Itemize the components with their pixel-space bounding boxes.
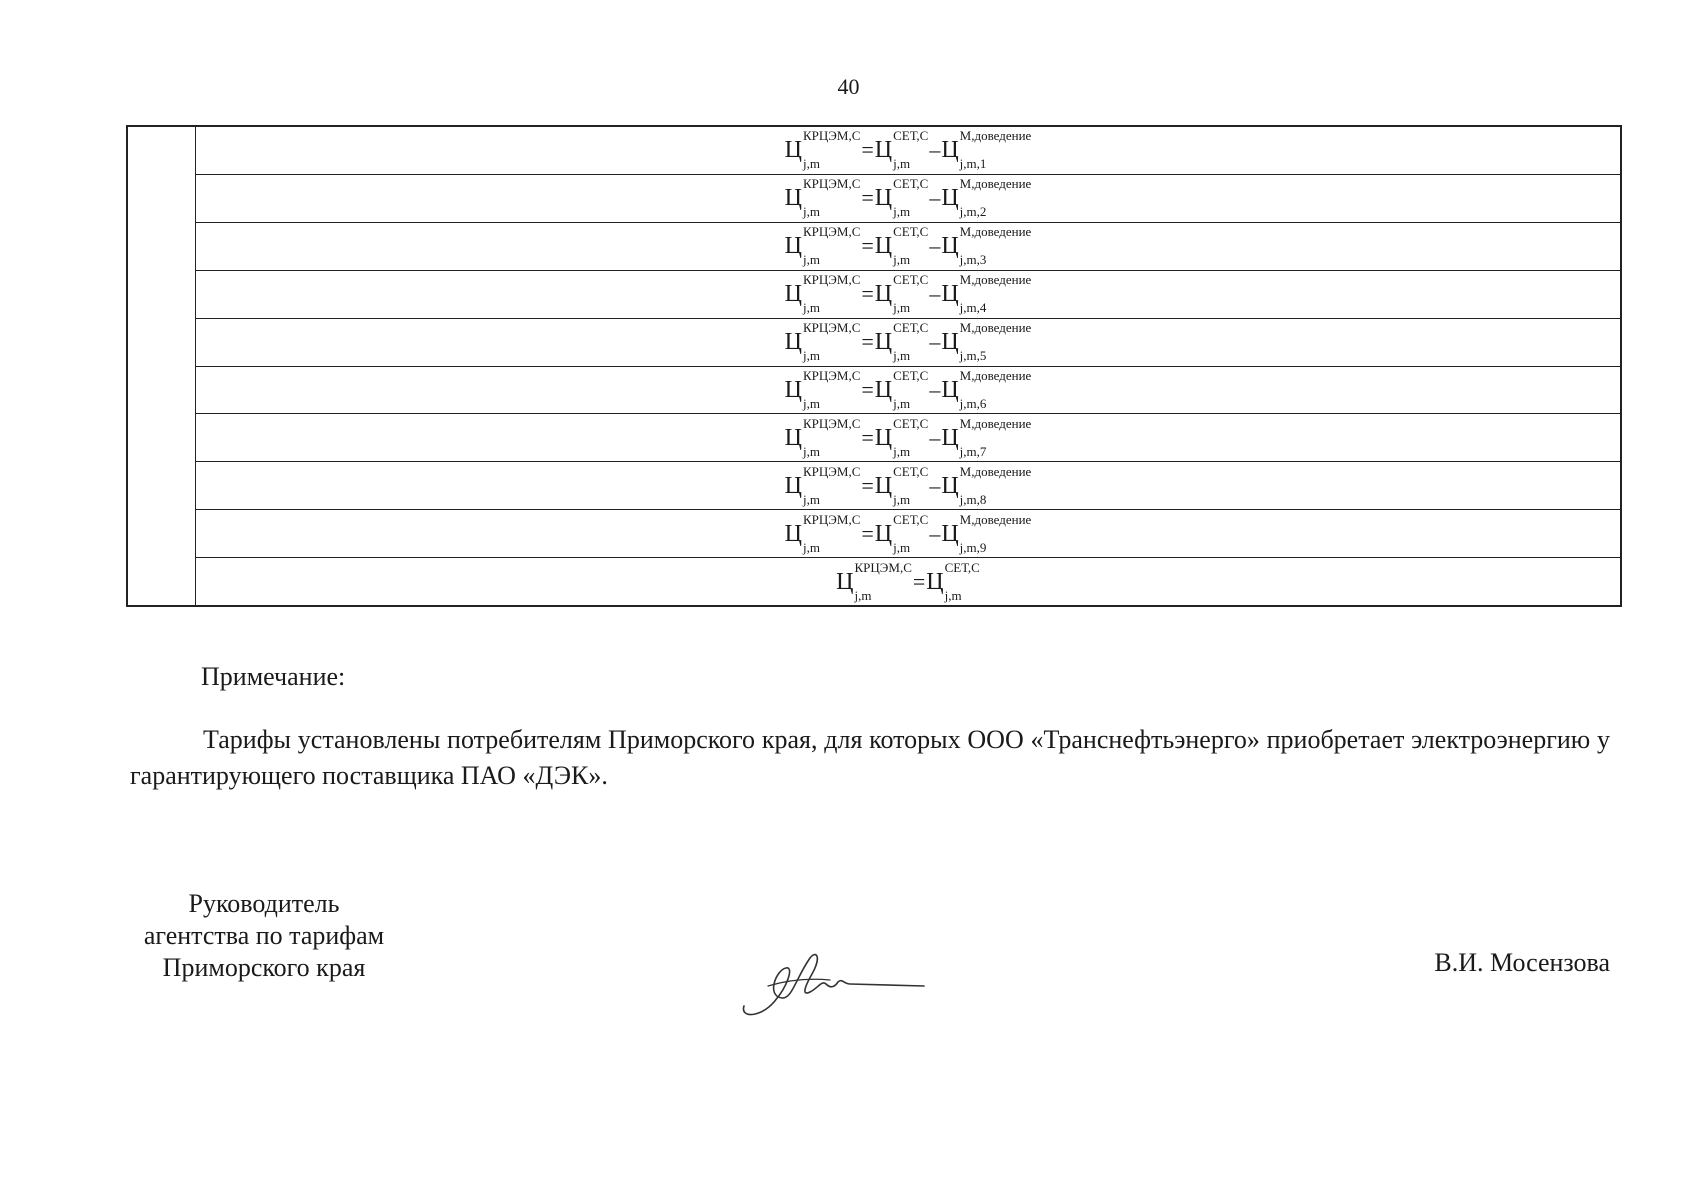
- term-superscript: М,доведение: [959, 367, 1032, 383]
- term-subscript: j,m,9: [959, 539, 987, 555]
- signature-block: [120, 888, 408, 984]
- formula: [784, 511, 1032, 555]
- term-symbol: Ц: [874, 137, 893, 164]
- table-row: [196, 319, 1620, 367]
- page-number: 40: [837, 74, 860, 99]
- term-symbol: Ц: [784, 281, 803, 308]
- term-superscript: СЕТ,С: [893, 224, 929, 240]
- price-term: [874, 176, 929, 220]
- term-symbol: Ц: [784, 424, 803, 451]
- table-left-column: [128, 127, 196, 605]
- term-symbol: Ц: [874, 424, 893, 451]
- term-symbol: Ц: [941, 233, 959, 260]
- table-row: [196, 223, 1620, 271]
- price-term: [784, 463, 861, 507]
- term-superscript: КРЦЭМ,С: [803, 367, 861, 383]
- price-term: [874, 272, 929, 316]
- term-superscript: М,доведение: [959, 415, 1032, 431]
- term-symbol: Ц: [941, 472, 959, 499]
- formula: [836, 559, 980, 603]
- term-subscript: j,m: [893, 156, 911, 172]
- equals-sign: =: [861, 233, 874, 259]
- term-subscript: j,m: [893, 395, 911, 411]
- equals-sign: =: [861, 376, 874, 402]
- term-superscript: М,доведение: [959, 511, 1032, 527]
- term-symbol: Ц: [941, 137, 959, 164]
- term-superscript: КРЦЭМ,С: [803, 415, 861, 431]
- price-term: [784, 367, 861, 411]
- term-subscript: j,m: [803, 539, 820, 555]
- term-symbol: Ц: [874, 281, 893, 308]
- formula: [784, 176, 1032, 220]
- equals-sign: =: [861, 329, 874, 355]
- term-superscript: СЕТ,С: [893, 415, 929, 431]
- term-superscript: КРЦЭМ,С: [803, 176, 861, 192]
- equals-sign: =: [912, 568, 926, 594]
- price-term: [941, 128, 1032, 172]
- term-superscript: СЕТ,С: [893, 511, 929, 527]
- formula: [784, 320, 1032, 364]
- table-rows: [196, 127, 1620, 605]
- term-superscript: М,доведение: [959, 128, 1032, 144]
- term-superscript: М,доведение: [959, 320, 1032, 336]
- price-term: [874, 367, 929, 411]
- term-superscript: СЕТ,С: [893, 128, 929, 144]
- term-superscript: СЕТ,С: [944, 559, 980, 575]
- term-subscript: j,m: [893, 204, 911, 220]
- term-superscript: КРЦЭМ,С: [803, 224, 861, 240]
- note-heading: Примечание:: [201, 662, 346, 691]
- equals-sign: =: [861, 424, 874, 450]
- signer-name: В.И. Мосензова: [1434, 948, 1610, 977]
- term-superscript: СЕТ,С: [893, 320, 929, 336]
- price-term: [784, 176, 861, 220]
- term-superscript: СЕТ,С: [893, 463, 929, 479]
- equals-sign: =: [861, 472, 874, 498]
- price-term: [941, 224, 1032, 268]
- minus-sign: –: [929, 424, 941, 450]
- term-superscript: СЕТ,С: [893, 367, 929, 383]
- term-symbol: Ц: [874, 520, 893, 547]
- formula: [784, 463, 1032, 507]
- term-superscript: КРЦЭМ,С: [803, 272, 861, 288]
- price-term: [784, 415, 861, 459]
- table-row: [196, 271, 1620, 319]
- minus-sign: –: [929, 472, 941, 498]
- table-row: [196, 175, 1620, 223]
- price-term: [784, 272, 861, 316]
- term-symbol: Ц: [874, 472, 893, 499]
- term-subscript: j,m,6: [959, 395, 987, 411]
- term-subscript: j,m,8: [959, 491, 987, 507]
- term-subscript: j,m: [803, 443, 820, 459]
- price-term: [874, 224, 929, 268]
- price-term: [784, 128, 861, 172]
- term-symbol: Ц: [784, 376, 803, 403]
- price-term: [874, 320, 929, 364]
- price-term: [874, 511, 929, 555]
- term-subscript: j,m,1: [959, 156, 987, 172]
- equals-sign: =: [861, 520, 874, 546]
- signer-title-line-2: агентства по тарифам: [143, 921, 385, 950]
- minus-sign: –: [929, 185, 941, 211]
- table-row: [196, 127, 1620, 175]
- price-term: [941, 320, 1032, 364]
- formula: [784, 415, 1032, 459]
- term-superscript: КРЦЭМ,С: [854, 559, 912, 575]
- term-symbol: Ц: [926, 568, 944, 595]
- term-subscript: j,m,5: [959, 348, 987, 364]
- price-term: [941, 415, 1032, 459]
- minus-sign: –: [929, 329, 941, 355]
- term-superscript: КРЦЭМ,С: [803, 511, 861, 527]
- price-term: [874, 415, 929, 459]
- price-term: [784, 224, 861, 268]
- price-term: [836, 559, 912, 603]
- term-subscript: j,m: [803, 156, 820, 172]
- table-row: [196, 414, 1620, 462]
- table-row: [196, 462, 1620, 510]
- term-superscript: СЕТ,С: [893, 176, 929, 192]
- formula: [784, 367, 1032, 411]
- term-symbol: Ц: [836, 568, 854, 595]
- term-symbol: Ц: [874, 376, 893, 403]
- term-superscript: КРЦЭМ,С: [803, 320, 861, 336]
- term-symbol: Ц: [784, 185, 803, 212]
- term-symbol: Ц: [874, 185, 893, 212]
- term-subscript: j,m: [893, 300, 911, 316]
- term-symbol: Ц: [784, 233, 803, 260]
- term-symbol: Ц: [784, 520, 803, 547]
- price-term: [874, 128, 929, 172]
- price-term: [941, 176, 1032, 220]
- term-symbol: Ц: [784, 329, 803, 356]
- equals-sign: =: [861, 137, 874, 163]
- price-term: [941, 511, 1032, 555]
- term-subscript: j,m: [803, 300, 820, 316]
- term-symbol: Ц: [874, 233, 893, 260]
- term-subscript: j,m: [893, 491, 911, 507]
- term-superscript: М,доведение: [959, 272, 1032, 288]
- term-subscript: j,m: [803, 395, 820, 411]
- term-subscript: j,m,2: [959, 204, 987, 220]
- term-subscript: j,m,3: [959, 252, 987, 268]
- term-superscript: М,доведение: [959, 463, 1032, 479]
- term-subscript: j,m: [803, 348, 820, 364]
- term-symbol: Ц: [941, 185, 959, 212]
- equals-sign: =: [861, 281, 874, 307]
- price-term: [926, 559, 980, 603]
- formula-table: [126, 125, 1622, 607]
- term-superscript: КРЦЭМ,С: [803, 463, 861, 479]
- term-symbol: Ц: [784, 137, 803, 164]
- term-subscript: j,m: [893, 539, 911, 555]
- term-symbol: Ц: [941, 376, 959, 403]
- minus-sign: –: [929, 281, 941, 307]
- term-subscript: j,m: [893, 443, 911, 459]
- term-superscript: М,доведение: [959, 176, 1032, 192]
- term-subscript: j,m: [944, 587, 962, 603]
- term-subscript: j,m,4: [959, 300, 987, 316]
- term-subscript: j,m: [893, 348, 911, 364]
- formula: [784, 224, 1032, 268]
- price-term: [784, 320, 861, 364]
- equals-sign: =: [861, 185, 874, 211]
- signer-title-line-1: Руководитель: [188, 889, 340, 918]
- price-term: [941, 367, 1032, 411]
- minus-sign: –: [929, 233, 941, 259]
- price-term: [941, 463, 1032, 507]
- term-symbol: Ц: [941, 520, 959, 547]
- table-row: [196, 558, 1620, 605]
- formula: [784, 128, 1032, 172]
- term-subscript: j,m: [803, 252, 820, 268]
- handwritten-signature: [738, 944, 928, 1024]
- price-term: [874, 463, 929, 507]
- term-superscript: КРЦЭМ,С: [803, 128, 861, 144]
- table-row: [196, 367, 1620, 415]
- term-subscript: j,m: [803, 491, 820, 507]
- term-subscript: j,m: [854, 587, 872, 603]
- term-symbol: Ц: [941, 329, 959, 356]
- term-symbol: Ц: [941, 424, 959, 451]
- price-term: [784, 511, 861, 555]
- minus-sign: –: [929, 376, 941, 402]
- term-subscript: j,m,7: [959, 443, 987, 459]
- term-symbol: Ц: [941, 281, 959, 308]
- minus-sign: –: [929, 520, 941, 546]
- term-symbol: Ц: [874, 329, 893, 356]
- term-symbol: Ц: [784, 472, 803, 499]
- formula: [784, 272, 1032, 316]
- table-row: [196, 510, 1620, 558]
- note-text: Тарифы установлены потребителям Приморского края, для которых ООО «Транснефтьэнерго» приобретает электроэнергию у гарантирующего поставщика ПАО «ДЭК».: [130, 725, 1610, 790]
- term-subscript: j,m: [893, 252, 911, 268]
- price-term: [941, 272, 1032, 316]
- signer-title-line-3: Приморского края: [162, 953, 366, 982]
- minus-sign: –: [929, 137, 941, 163]
- term-superscript: СЕТ,С: [893, 272, 929, 288]
- term-subscript: j,m: [803, 204, 820, 220]
- term-superscript: М,доведение: [959, 224, 1032, 240]
